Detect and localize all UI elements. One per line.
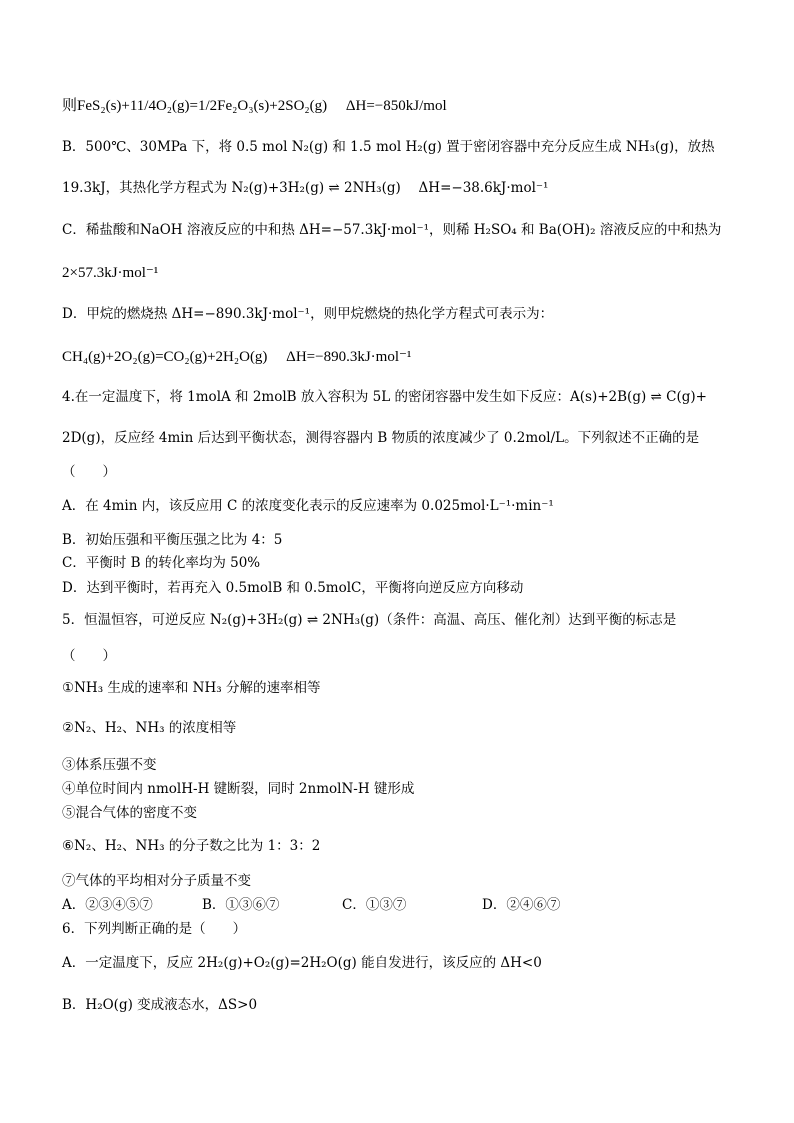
text-line: 则FeS₂(s)+11/4O₂(g)=1/2Fe₂O₃(s)+2SO₂(g) ΔH=−850kJ/mol: [62, 98, 447, 114]
text-line: ⑤混合气体的密度不变: [62, 805, 197, 821]
option-d: D．②④⑥⑦: [482, 897, 561, 913]
text-line: D．甲烷的燃烧热 ΔH=−890.3kJ·mol⁻¹，则甲烷燃烧的热化学方程式可表示为：: [62, 306, 554, 322]
text-line: 2D(g)，反应经 4min 后达到平衡状态，测得容器内 B 物质的浓度减少了 0.2mol/L。下列叙述不正确的是: [62, 430, 700, 446]
text-line: ①NH₃ 生成的速率和 NH₃ 分解的速率相等: [62, 680, 321, 696]
option-a: A．②③④⑤⑦: [62, 897, 153, 913]
text-line: （ ）: [62, 648, 116, 664]
text-line: ⑥N₂、H₂、NH₃ 的分子数之比为 1：3：2: [62, 838, 321, 854]
text-line: A．在 4min 内，该反应用 C 的浓度变化表示的反应速率为 0.025mol·L⁻¹·min⁻¹: [62, 498, 554, 514]
option-c: C．①③⑦: [342, 897, 407, 913]
text-line: B．H₂O(g) 变成液态水，ΔS>0: [62, 997, 258, 1013]
text-line: ④单位时间内 nmolH-H 键断裂，同时 2nmolN-H 键形成: [62, 781, 415, 797]
text-line: ②N₂、H₂、NH₃ 的浓度相等: [62, 720, 237, 736]
text-line: 19.3kJ，其热化学方程式为 N₂(g)+3H₂(g) ⇌ 2NH₃(g) ΔH=−38.6kJ·mol⁻¹: [62, 180, 549, 196]
text-line: 6．下列判断正确的是（ ）: [62, 921, 247, 937]
text-line: 2×57.3kJ·mol⁻¹: [62, 265, 159, 281]
text-line: B．初始压强和平衡压强之比为 4：5: [62, 532, 283, 548]
text-line: （ ）: [62, 464, 116, 480]
text-line: C．平衡时 B 的转化率均为 50%: [62, 555, 261, 571]
text-line: ③体系压强不变: [62, 757, 157, 773]
text-line: 4.在一定温度下，将 1molA 和 2molB 放入容积为 5L 的密闭容器中发生如下反应：A(s)+2B(g) ⇌ C(g)+: [62, 389, 707, 405]
text-line: CH₄(g)+2O₂(g)=CO₂(g)+2H₂O(g) ΔH=−890.3kJ·mol⁻¹: [62, 349, 412, 365]
text-line: D．达到平衡时，若再充入 0.5molB 和 0.5molC，平衡将向逆反应方向移动: [62, 580, 524, 596]
text-line: B．500℃、30MPa 下，将 0.5 mol N₂(g) 和 1.5 mol H₂(g) 置于密闭容器中充分反应生成 NH₃(g)，放热: [62, 139, 715, 155]
option-b: B．①③⑥⑦: [202, 897, 280, 913]
text-line: 5．恒温恒容，可逆反应 N₂(g)+3H₂(g) ⇌ 2NH₃(g)（条件：高温、高压、催化剂）达到平衡的标志是: [62, 612, 677, 628]
text-line: ⑦气体的平均相对分子质量不变: [62, 873, 251, 889]
text-line: A．一定温度下，反应 2H₂(g)+O₂(g)=2H₂O(g) 能自发进行，该反应的 ΔH<0: [62, 955, 542, 971]
text-line: C．稀盐酸和NaOH 溶液反应的中和热 ΔH=−57.3kJ·mol⁻¹，则稀 H₂SO₄ 和 Ba(OH)₂ 溶液反应的中和热为: [62, 222, 722, 238]
